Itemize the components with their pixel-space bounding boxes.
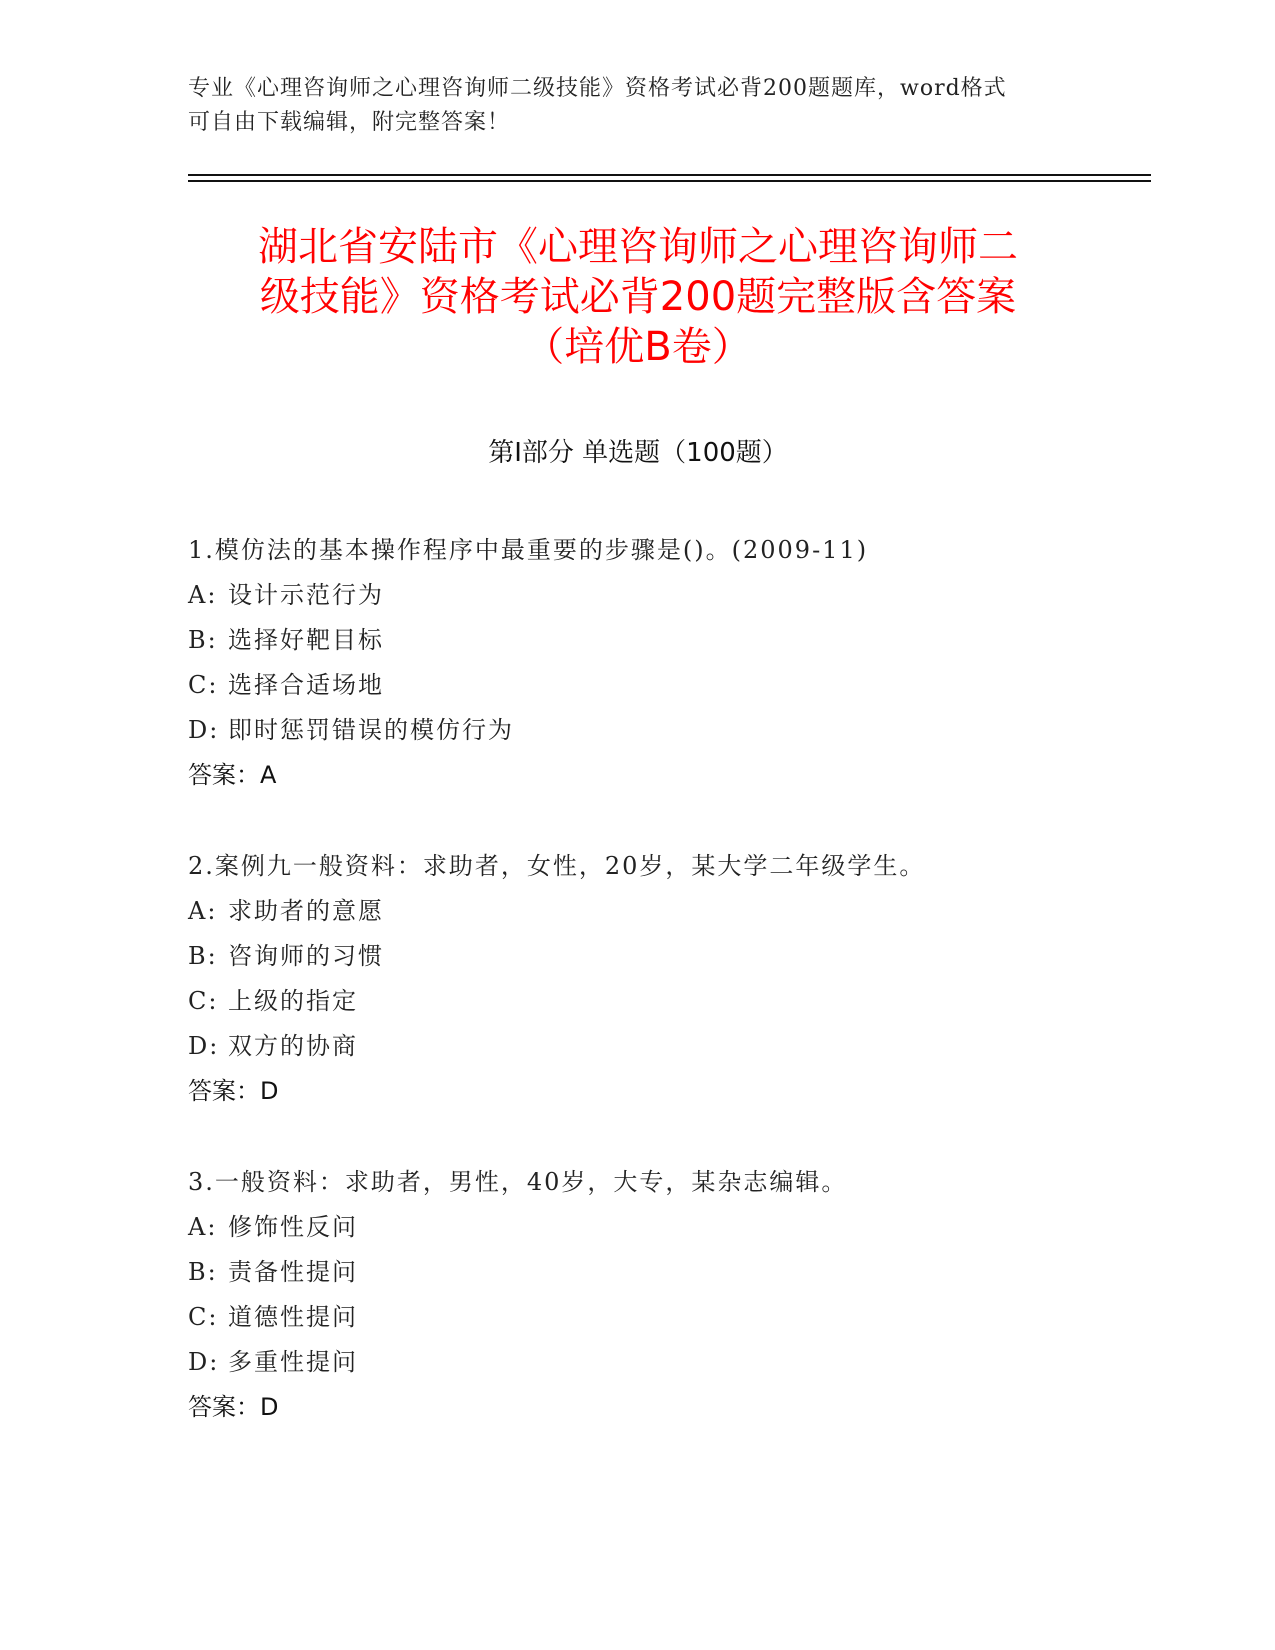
option-b <box>188 934 1088 979</box>
option-c <box>188 1295 1088 1340</box>
option-key: D: <box>188 1348 220 1376</box>
option-text: 选择合适场地 <box>228 671 384 699</box>
header-note-line-2: 可自由下载编辑，附完整答案！ <box>188 110 511 135</box>
answer-label: 答案： <box>188 761 260 789</box>
option-a <box>188 1205 1088 1250</box>
option-b <box>188 618 1088 663</box>
option-key: B: <box>188 626 218 654</box>
answer-line <box>188 1069 1088 1114</box>
answer-value: D <box>260 1393 279 1421</box>
option-key: D: <box>188 716 220 744</box>
title-line-2: 级技能》资格考试必背200题完整版含答案 <box>259 274 1017 320</box>
option-key: A: <box>188 581 218 609</box>
option-c <box>188 979 1088 1024</box>
option-text: 选择好靶目标 <box>228 626 384 654</box>
option-key: C: <box>188 1303 219 1331</box>
title-line-1: 湖北省安陆市《心理咨询师之心理咨询师二 <box>258 224 1018 270</box>
question-list <box>188 528 1088 1476</box>
answer-line <box>188 1385 1088 1430</box>
header-note <box>188 72 1088 140</box>
option-text: 上级的指定 <box>228 987 358 1015</box>
question-stem: 3.一般资料：求助者，男性，40岁，大专，某杂志编辑。 <box>188 1168 848 1196</box>
option-text: 即时惩罚错误的模仿行为 <box>228 716 514 744</box>
option-key: A: <box>188 1213 218 1241</box>
option-key: B: <box>188 1258 218 1286</box>
option-key: C: <box>188 987 219 1015</box>
question-stem: 2.案例九一般资料：求助者，女性，20岁，某大学二年级学生。 <box>188 852 926 880</box>
option-key: D: <box>188 1032 220 1060</box>
document-title <box>188 222 1088 372</box>
answer-value: A <box>260 761 277 789</box>
option-text: 设计示范行为 <box>228 581 384 609</box>
option-a <box>188 889 1088 934</box>
answer-line <box>188 753 1088 798</box>
option-text: 双方的协商 <box>228 1032 358 1060</box>
option-key: A: <box>188 897 218 925</box>
option-text: 道德性提问 <box>228 1303 358 1331</box>
question-1 <box>188 528 1088 798</box>
option-text: 咨询师的习惯 <box>228 942 384 970</box>
option-text: 责备性提问 <box>228 1258 358 1286</box>
option-key: C: <box>188 671 219 699</box>
question-stem: 1.模仿法的基本操作程序中最重要的步骤是()。(2009-11) <box>188 536 869 564</box>
option-d <box>188 1340 1088 1385</box>
question-3 <box>188 1160 1088 1430</box>
option-c <box>188 663 1088 708</box>
header-rule-top <box>188 174 1151 176</box>
option-text: 修饰性反问 <box>228 1213 358 1241</box>
section-title: 第Ⅰ部分 单选题（100题） <box>488 438 788 468</box>
option-b <box>188 1250 1088 1295</box>
option-text: 多重性提问 <box>228 1348 358 1376</box>
header-note-line-1: 专业《心理咨询师之心理咨询师二级技能》资格考试必背200题题库，word格式 <box>188 76 1007 101</box>
option-d <box>188 1024 1088 1069</box>
option-text: 求助者的意愿 <box>228 897 384 925</box>
option-a <box>188 573 1088 618</box>
answer-label: 答案： <box>188 1077 260 1105</box>
option-key: B: <box>188 942 218 970</box>
answer-label: 答案： <box>188 1393 260 1421</box>
answer-value: D <box>260 1077 279 1105</box>
header-rule-bottom <box>188 180 1151 182</box>
question-2 <box>188 844 1088 1114</box>
option-d <box>188 708 1088 753</box>
title-line-3: （培优B卷） <box>524 324 752 370</box>
